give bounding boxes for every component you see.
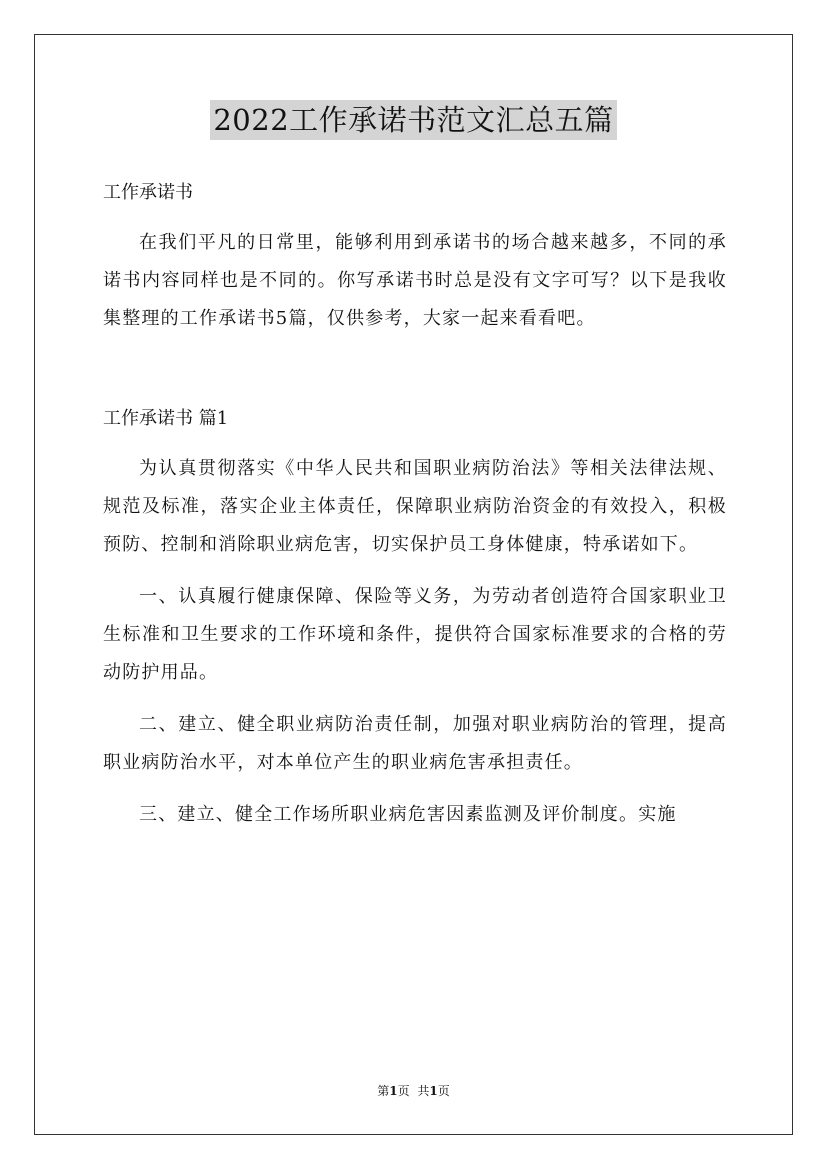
footer-total-suffix: 页 — [437, 1084, 450, 1098]
footer-total-prefix: 共 — [417, 1084, 430, 1098]
body-paragraph: 三、建立、健全工作场所职业病危害因素监测及评价制度。实施 — [139, 804, 677, 825]
body-paragraph: 为认真贯彻落实《中华人民共和国职业病防治法》等相关法律法规、规范及标准，落实企业主体责任，保障职业病防治资金的有效投入，积极预防、控制和消除职业病危害，切实保护员工身体健康，特承诺如下。 — [103, 458, 727, 555]
body-paragraph: 二、建立、健全职业病防治责任制，加强对职业病防治的管理，提高职业病防治水平，对本单位产生的职业病危害承担责任。 — [103, 714, 727, 773]
body-paragraph: 一、认真履行健康保障、保险等义务，为劳动者创造符合国家职业卫生标准和卫生要求的工作环境和条件，提供符合国家标准要求的合格的劳动防护用品。 — [103, 586, 727, 683]
footer-page-number: 1 — [389, 1084, 398, 1098]
section-heading: 工作承诺书 篇1 — [103, 408, 229, 429]
intro-heading: 工作承诺书 — [103, 182, 193, 203]
document-title — [0, 100, 827, 144]
page-footer — [0, 1083, 827, 1099]
footer-page-prefix: 第 — [377, 1084, 390, 1098]
document-body — [103, 176, 727, 834]
footer-page-suffix: 页 — [397, 1084, 410, 1098]
intro-paragraph: 在我们平凡的日常里，能够利用到承诺书的场合越来越多，不同的承诺书内容同样也是不同的。你写承诺书时总是没有文字可写？以下是我收集整理的工作承诺书5篇，仅供参考，大家一起来看看吧。 — [103, 232, 727, 329]
document-title-text: 2022工作承诺书范文汇总五篇 — [210, 100, 616, 140]
footer-total-pages: 1 — [429, 1084, 438, 1098]
